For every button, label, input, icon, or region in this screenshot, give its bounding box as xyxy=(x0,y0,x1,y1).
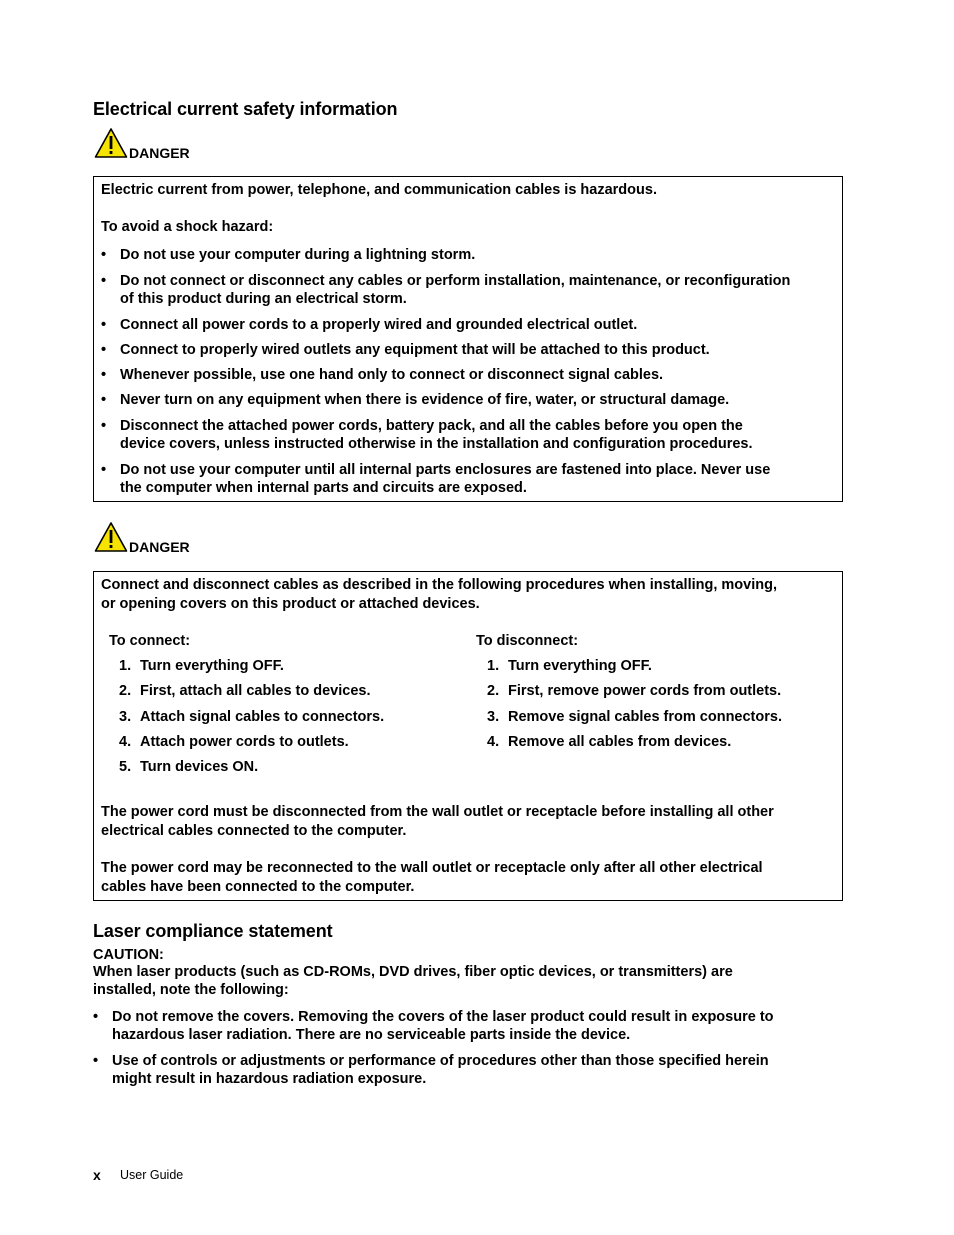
disconnect-heading: To disconnect: xyxy=(476,633,579,649)
laser-bullet: Use of controls or adjustments or performance of procedures other than those specified herein xyxy=(112,1053,769,1069)
bullet-item: Connect all power cords to a properly wired and grounded electrical outlet. xyxy=(120,317,638,333)
bullet-item: Never turn on any equipment when there is evidence of fire, water, or structural damage. xyxy=(120,392,730,408)
connect-step: Turn devices ON. xyxy=(140,759,259,775)
bullet-glyph: • xyxy=(101,273,107,289)
section-heading-laser: Laser compliance statement xyxy=(93,921,333,941)
disconnect-step: Remove all cables from devices. xyxy=(508,734,732,750)
box-intro: To avoid a shock hazard: xyxy=(101,219,274,235)
warning-triangle-icon xyxy=(94,127,128,159)
step-number: 4. xyxy=(119,734,132,750)
page-number: x xyxy=(93,1167,101,1183)
connect-step: First, attach all cables to devices. xyxy=(140,683,371,699)
bullet-item: Do not use your computer until all internal parts enclosures are fastened into place. Never use xyxy=(120,462,771,478)
danger-notice-1 xyxy=(94,127,214,161)
step-number: 2. xyxy=(119,683,132,699)
step-number: 5. xyxy=(119,759,132,775)
power-cord-note-1: The power cord must be disconnected from the wall outlet or receptacle before installing all other xyxy=(101,804,774,820)
step-number: 3. xyxy=(119,709,132,725)
laser-bullet-cont: hazardous laser radiation. There are no serviceable parts inside the device. xyxy=(112,1027,631,1043)
bullet-glyph: • xyxy=(93,1053,99,1069)
box-lead: Connect and disconnect cables as described in the following procedures when installing, moving, xyxy=(101,577,777,593)
bullet-item: Do not connect or disconnect any cables or perform installation, maintenance, or reconfiguration xyxy=(120,273,791,289)
bullet-glyph: • xyxy=(101,342,107,358)
danger-label: DANGER xyxy=(129,145,190,161)
bullet-glyph: • xyxy=(101,392,107,408)
bullet-glyph: • xyxy=(101,462,107,478)
section-heading-electrical: Electrical current safety information xyxy=(93,99,398,119)
caution-label: CAUTION: xyxy=(93,947,164,963)
bullet-item-cont: the computer when internal parts and circuits are exposed. xyxy=(120,480,527,496)
laser-intro: When laser products (such as CD-ROMs, DVD drives, fiber optic devices, or transmitters) are xyxy=(93,964,733,980)
step-number: 2. xyxy=(487,683,500,699)
connect-step: Turn everything OFF. xyxy=(140,658,284,674)
bullet-glyph: • xyxy=(101,418,107,434)
footer-title: User Guide xyxy=(120,1168,184,1182)
bullet-item: Disconnect the attached power cords, battery pack, and all the cables before you open the xyxy=(120,418,743,434)
power-cord-note-1-cont: electrical cables connected to the computer. xyxy=(101,823,407,839)
connect-step: Attach power cords to outlets. xyxy=(140,734,349,750)
bullet-glyph: • xyxy=(101,247,107,263)
step-number: 1. xyxy=(119,658,132,674)
connect-step: Attach signal cables to connectors. xyxy=(140,709,385,725)
disconnect-step: Turn everything OFF. xyxy=(508,658,652,674)
laser-bullet: Do not remove the covers. Removing the covers of the laser product could result in exposure to xyxy=(112,1009,774,1025)
connect-heading: To connect: xyxy=(109,633,191,649)
danger-notice-2 xyxy=(94,521,214,555)
power-cord-note-2: The power cord may be reconnected to the wall outlet or receptacle only after all other electrical xyxy=(101,860,763,876)
bullet-item: Do not use your computer during a lightning storm. xyxy=(120,247,476,263)
step-number: 4. xyxy=(487,734,500,750)
box-lead-cont: or opening covers on this product or attached devices. xyxy=(101,596,480,612)
bullet-glyph: • xyxy=(101,317,107,333)
step-number: 1. xyxy=(487,658,500,674)
bullet-item: Connect to properly wired outlets any equipment that will be attached to this product. xyxy=(120,342,710,358)
warning-triangle-icon xyxy=(94,521,128,553)
bullet-glyph: • xyxy=(101,367,107,383)
disconnect-step: First, remove power cords from outlets. xyxy=(508,683,782,699)
danger-label: DANGER xyxy=(129,539,190,555)
step-number: 3. xyxy=(487,709,500,725)
box-lead: Electric current from power, telephone, and communication cables is hazardous. xyxy=(101,182,657,198)
laser-bullet-cont: might result in hazardous radiation exposure. xyxy=(112,1071,427,1087)
disconnect-step: Remove signal cables from connectors. xyxy=(508,709,782,725)
bullet-item-cont: of this product during an electrical storm. xyxy=(120,291,407,307)
danger-box-electrical xyxy=(93,176,843,502)
laser-intro-cont: installed, note the following: xyxy=(93,982,289,998)
danger-box-cables xyxy=(93,571,843,901)
bullet-item-cont: device covers, unless instructed otherwise in the installation and configuration procedures. xyxy=(120,436,753,452)
bullet-item: Whenever possible, use one hand only to connect or disconnect signal cables. xyxy=(120,367,664,383)
power-cord-note-2-cont: cables have been connected to the computer. xyxy=(101,879,415,895)
bullet-glyph: • xyxy=(93,1009,99,1025)
